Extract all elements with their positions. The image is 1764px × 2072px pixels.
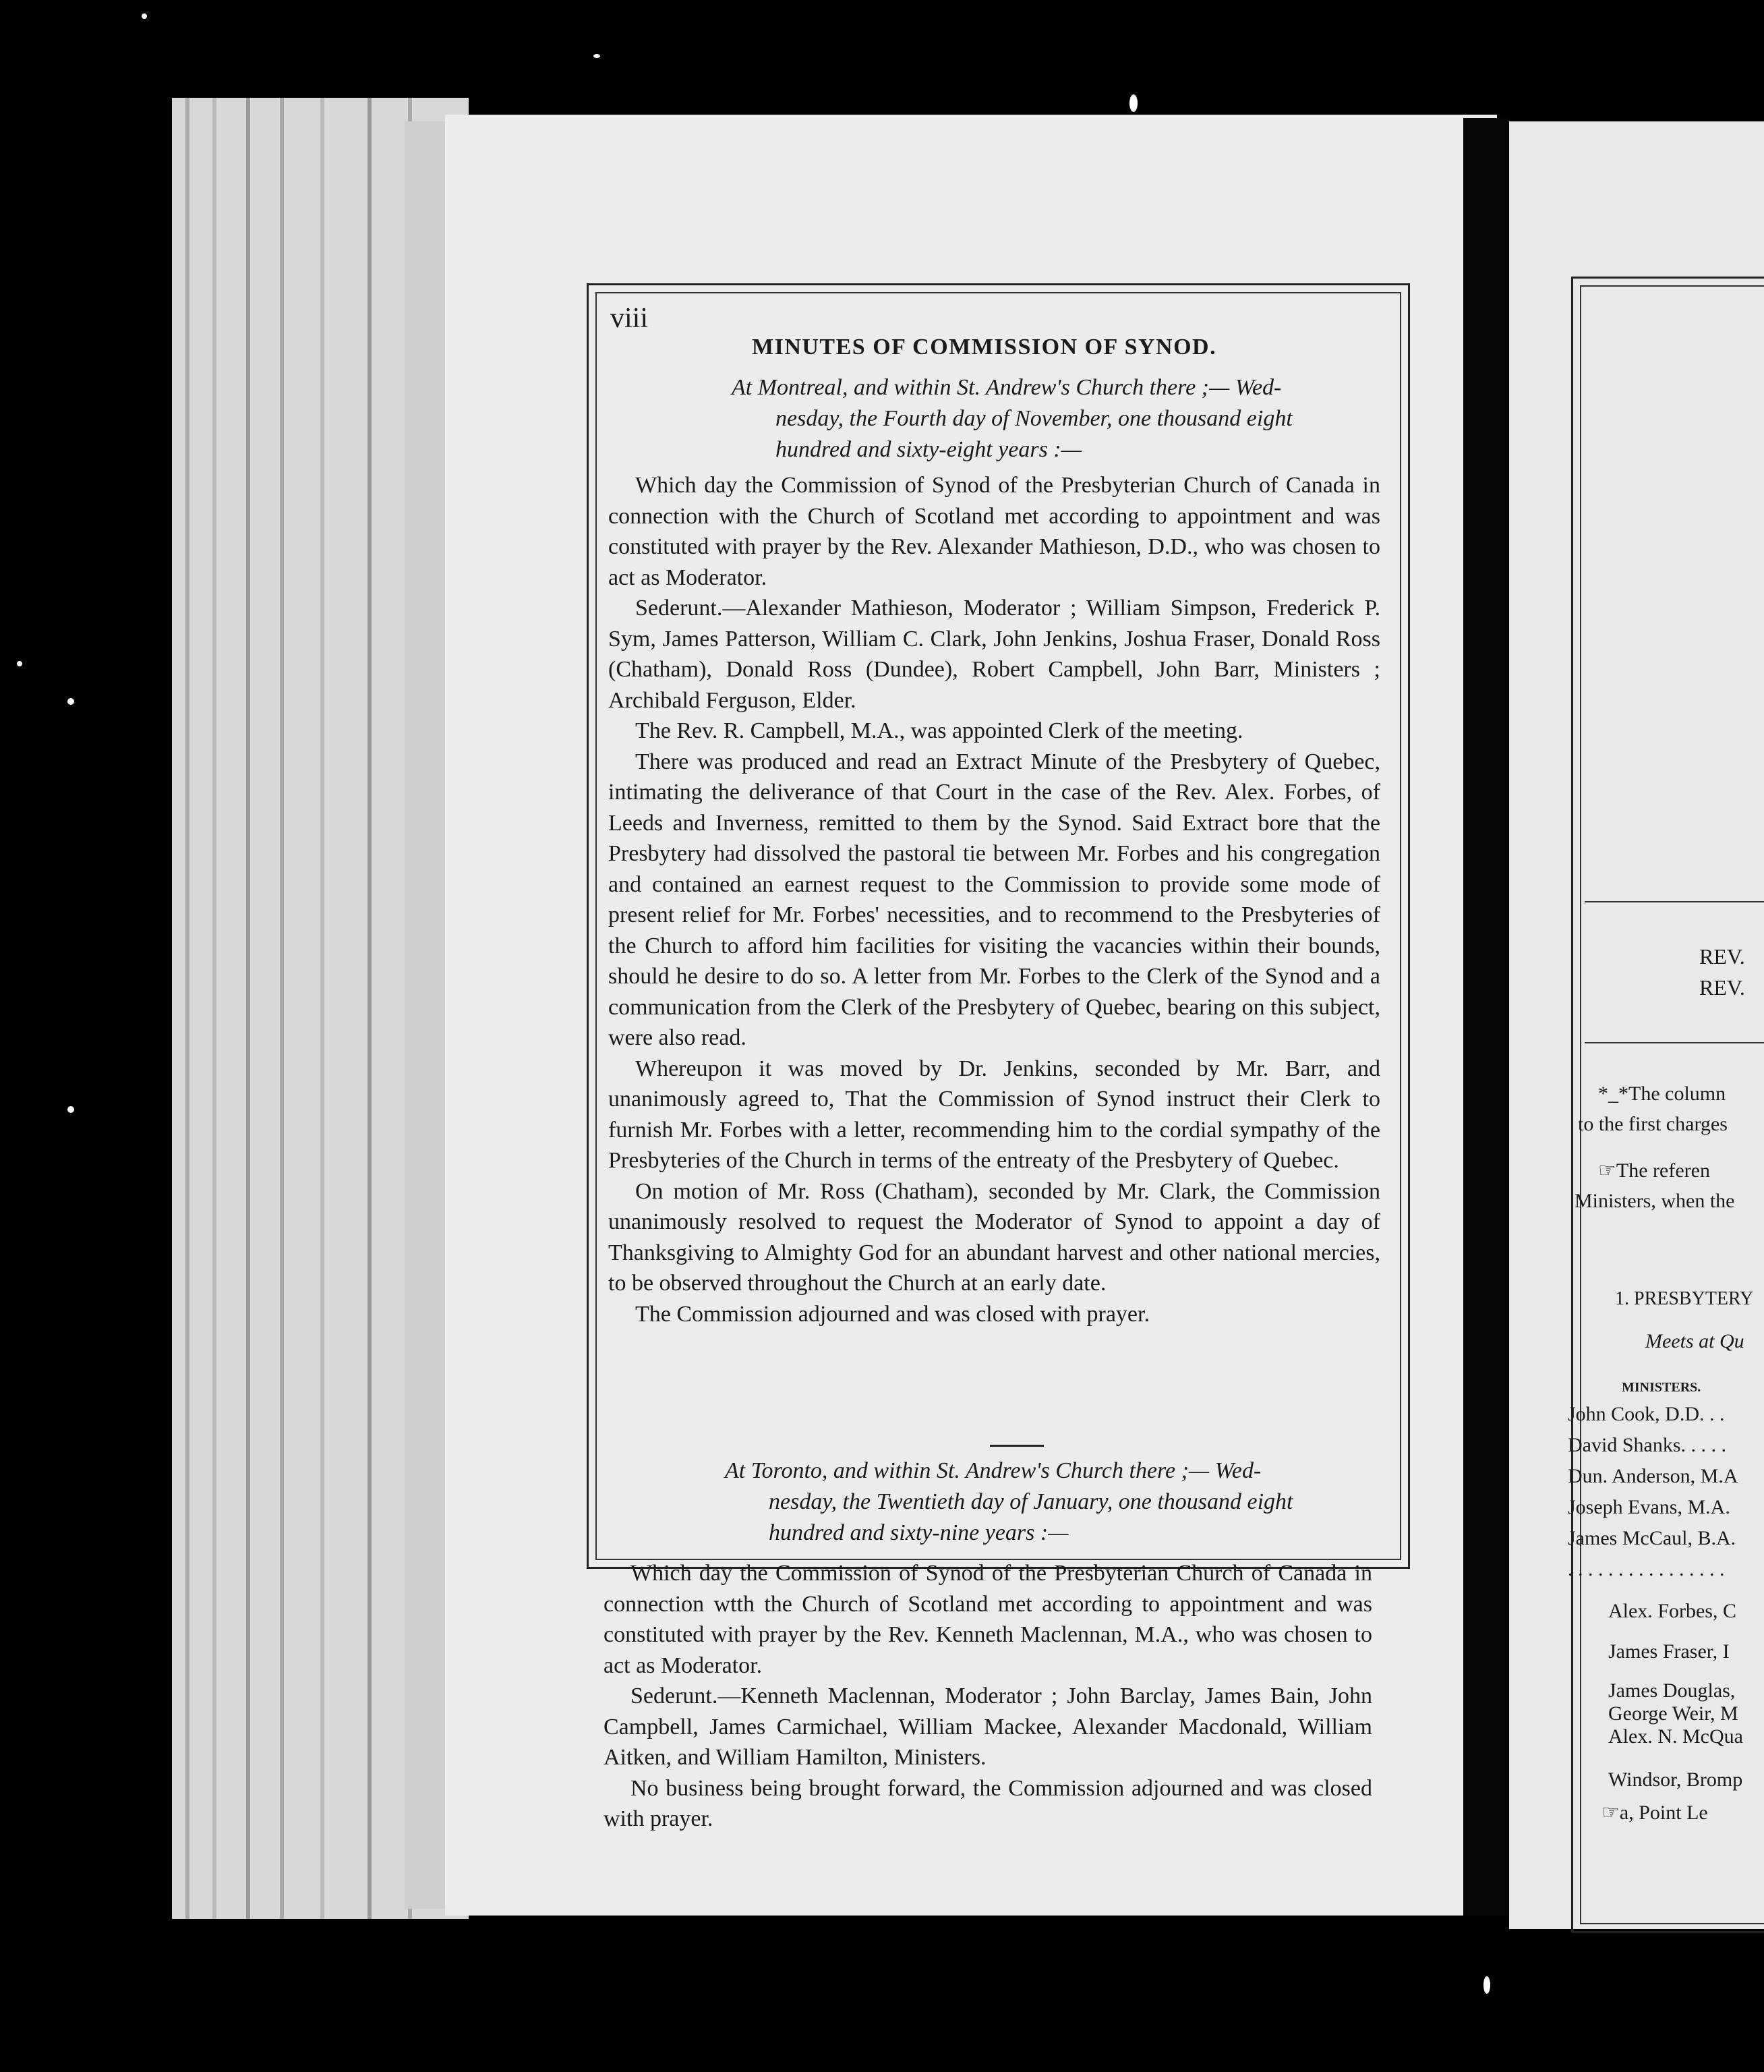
right-entry-2: James Fraser, I bbox=[1608, 1640, 1730, 1663]
meeting1-para-1: Which day the Commission of Synod of the Presbyterian Church of Canada in connection with the Church of Scotland met according to appointment and was constituted with prayer by the Rev. Alexander Mathieson, D.D., who was chosen to act as Moderator. bbox=[608, 473, 1380, 590]
meeting1-placedate-line3: hundred and sixty-eight years :— bbox=[775, 437, 1082, 462]
right-meets: Meets at Qu bbox=[1645, 1330, 1744, 1352]
meeting1-para-adjourned: The Commission adjourned and was closed with prayer. bbox=[635, 1301, 1150, 1327]
right-rev-1: REV. bbox=[1699, 944, 1745, 969]
right-rev-2: REV. bbox=[1699, 975, 1745, 1000]
speck bbox=[1129, 94, 1138, 112]
right-presbytery: 1. PRESBYTERY bbox=[1615, 1288, 1754, 1309]
right-note-2: to the first charges bbox=[1578, 1113, 1728, 1135]
right-entry-1: Alex. Forbes, C bbox=[1608, 1600, 1736, 1622]
right-dots: . . . . . . . . . . . . . . . . bbox=[1568, 1558, 1725, 1580]
page-heading: MINUTES OF COMMISSION OF SYNOD. bbox=[752, 335, 1217, 359]
meeting2-placedate-line3: hundred and sixty-nine years :— bbox=[769, 1520, 1069, 1545]
right-minister-4: Joseph Evans, M.A. bbox=[1568, 1496, 1730, 1518]
right-entry-6: Windsor, Bromp bbox=[1608, 1768, 1743, 1791]
page-number: viii bbox=[610, 303, 649, 334]
speck bbox=[67, 1106, 74, 1113]
right-minister-1: John Cook, D.D. . . bbox=[1568, 1403, 1725, 1425]
right-rule-2 bbox=[1585, 1042, 1764, 1043]
speck bbox=[142, 13, 147, 19]
right-note-4: Ministers, when the bbox=[1575, 1190, 1735, 1212]
speck bbox=[17, 661, 22, 666]
right-entry-5: Alex. N. McQua bbox=[1608, 1725, 1743, 1748]
right-minister-2: David Shanks. . . . . bbox=[1568, 1434, 1726, 1456]
meeting2-placedate-line1: At Toronto, and within St. Andrew's Church there ;— Wed- bbox=[725, 1458, 1262, 1483]
meeting1-para-motion: Whereupon it was moved by Dr. Jenkins, seconded by Mr. Barr, and unanimously agreed to, That the Commission of Synod instruct their Clerk to furnish Mr. Forbes with a letter, recommending him to the cordial sympathy of the Presbyteries of the Church in terms of the entreaty of the Presbytery of Quebec. bbox=[608, 1056, 1380, 1173]
right-minister-3: Dun. Anderson, M.A bbox=[1568, 1465, 1738, 1487]
meeting2-para-1: Which day the Commission of Synod of the Presbyterian Church of Canada in connection wtth the Church of Scotland met according to appointment and was constituted with prayer by the Rev. Kenneth Maclennan, M.A., who was chosen to act as Moderator. bbox=[604, 1561, 1372, 1678]
speck bbox=[593, 54, 600, 58]
right-rule-1 bbox=[1585, 901, 1764, 902]
right-entry-4: George Weir, M bbox=[1608, 1702, 1738, 1725]
right-minister-5: James McCaul, B.A. bbox=[1568, 1527, 1736, 1549]
meeting1-para-extract: There was produced and read an Extract Minute of the Presbytery of Quebec, intimating the deliverance of that Court in the case of the Rev. Alex. Forbes, of Leeds and Inverness, remitted to them by the Synod. Said Extract bore that the Presbytery had dissolved the pastoral tie between Mr. Forbes and his congregation and contained an earnest request to the Commission to provide some mode of present relief for Mr. Forbes' necessities, and to recommend to the Presbyteries of the Church to afford him facilities for visiting the vacancies within their bounds, should he desire to do so. A letter from Mr. Forbes to the Clerk of the Synod and a communication from the Clerk of the Presbytery of Quebec, bearing on this subject, were also read. bbox=[608, 749, 1380, 1050]
meeting1-placedate-line1: At Montreal, and within St. Andrew's Church there ;— Wed- bbox=[732, 375, 1282, 400]
meeting2-placedate-line2: nesday, the Twentieth day of January, one thousand eight bbox=[769, 1489, 1293, 1514]
meeting2-para-adjourned: No business being brought forward, the Commission adjourned and was closed with prayer. bbox=[604, 1775, 1372, 1831]
speck bbox=[67, 698, 74, 705]
meeting1-body bbox=[608, 470, 1380, 1329]
meeting1-sederunt: Sederunt.—Alexander Mathieson, Moderator ; William Simpson, Frederick P. Sym, James Patterson, William C. Clark, John Jenkins, Joshua Fraser, Donald Ross (Chatham), Donald Ross (Dundee), Robert Campbell, John Barr, Ministers ; Archibald Ferguson, Elder. bbox=[608, 596, 1380, 713]
right-note-3: ☞The referen bbox=[1598, 1159, 1710, 1182]
speck bbox=[1483, 1976, 1490, 1994]
meeting2-sederunt: Sederunt.—Kenneth Maclennan, Moderator ; John Barclay, James Bain, John Campbell, James Carmichael, William Mackee, Alexander Macdonald, William Aitken, and William Hamilton, Ministers. bbox=[604, 1684, 1372, 1770]
meeting1-placedate-line2: nesday, the Fourth day of November, one thousand eight bbox=[775, 406, 1293, 431]
section-divider bbox=[990, 1445, 1044, 1447]
right-entry-3: James Douglas, bbox=[1608, 1679, 1736, 1702]
right-note-1: *_*The column bbox=[1598, 1083, 1726, 1105]
meeting2-body bbox=[604, 1558, 1372, 1835]
meeting1-para-clerk: The Rev. R. Campbell, M.A., was appointed Clerk of the meeting. bbox=[635, 718, 1243, 743]
right-ministers-header: MINISTERS. bbox=[1622, 1380, 1701, 1395]
right-entry-7: ☞a, Point Le bbox=[1601, 1802, 1708, 1824]
meeting1-para-thanksgiving: On motion of Mr. Ross (Chatham), seconded by Mr. Clark, the Commission unanimously resolved to request the Moderator of Synod to appoint a day of Thanksgiving to Almighty God for an abundant harvest and other national mercies, to be observed throughout the Church at an early date. bbox=[608, 1178, 1380, 1296]
book-gutter bbox=[1463, 118, 1510, 1916]
